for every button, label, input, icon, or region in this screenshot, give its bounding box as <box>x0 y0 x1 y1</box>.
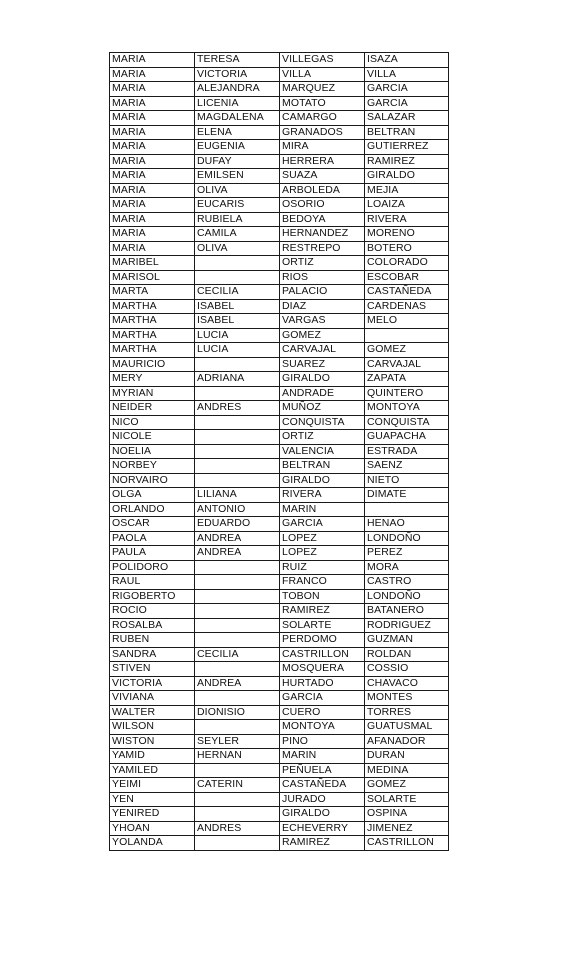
second-surname-cell: COLORADO <box>365 256 449 271</box>
second-surname-cell: OSPINA <box>365 807 449 822</box>
first-name-cell: WALTER <box>110 705 195 720</box>
first-name-cell: MARIA <box>110 154 195 169</box>
second-surname-cell: NIETO <box>365 473 449 488</box>
first-name-cell: YEN <box>110 792 195 807</box>
first-name-cell: ROCIO <box>110 604 195 619</box>
second-surname-cell: GARCIA <box>365 96 449 111</box>
second-name-cell: ANDREA <box>195 546 280 561</box>
second-name-cell: OLIVA <box>195 183 280 198</box>
first-surname-cell: LOPEZ <box>280 546 365 561</box>
first-surname-cell: SUAZA <box>280 169 365 184</box>
first-name-cell: SANDRA <box>110 647 195 662</box>
table-row <box>110 705 449 720</box>
first-surname-cell: CASTRILLON <box>280 647 365 662</box>
first-name-cell: MARIA <box>110 227 195 242</box>
second-name-cell: DUFAY <box>195 154 280 169</box>
first-surname-cell: JURADO <box>280 792 365 807</box>
second-name-cell: EDUARDO <box>195 517 280 532</box>
first-name-cell: NEIDER <box>110 401 195 416</box>
second-surname-cell: VILLA <box>365 67 449 82</box>
table-row <box>110 401 449 416</box>
first-surname-cell: GIRALDO <box>280 473 365 488</box>
second-surname-cell: CASTAÑEDA <box>365 285 449 300</box>
first-name-cell: NORVAIRO <box>110 473 195 488</box>
first-name-cell: YAMILED <box>110 763 195 778</box>
first-name-cell: MARIA <box>110 183 195 198</box>
first-name-cell: RUBEN <box>110 633 195 648</box>
table-row <box>110 299 449 314</box>
table-row <box>110 502 449 517</box>
second-name-cell: ELENA <box>195 125 280 140</box>
table-row <box>110 792 449 807</box>
second-surname-cell: LOAIZA <box>365 198 449 213</box>
first-name-cell: STIVEN <box>110 662 195 677</box>
second-name-cell: ANDREA <box>195 676 280 691</box>
second-name-cell: DIONISIO <box>195 705 280 720</box>
second-surname-cell: RIVERA <box>365 212 449 227</box>
table-row <box>110 647 449 662</box>
second-surname-cell: ESCOBAR <box>365 270 449 285</box>
table-row <box>110 270 449 285</box>
first-surname-cell: BEDOYA <box>280 212 365 227</box>
second-name-cell <box>195 792 280 807</box>
second-name-cell <box>195 618 280 633</box>
second-name-cell: SEYLER <box>195 734 280 749</box>
first-surname-cell: MUÑOZ <box>280 401 365 416</box>
first-surname-cell: VILLEGAS <box>280 53 365 68</box>
second-name-cell <box>195 386 280 401</box>
table-row <box>110 807 449 822</box>
second-name-cell <box>195 807 280 822</box>
second-surname-cell: SALAZAR <box>365 111 449 126</box>
second-name-cell: CATERIN <box>195 778 280 793</box>
table-row <box>110 444 449 459</box>
first-surname-cell: CONQUISTA <box>280 415 365 430</box>
first-surname-cell: MOSQUERA <box>280 662 365 677</box>
table-row <box>110 169 449 184</box>
first-surname-cell: CARVAJAL <box>280 343 365 358</box>
first-name-cell: MAURICIO <box>110 357 195 372</box>
second-surname-cell: MEJIA <box>365 183 449 198</box>
second-name-cell <box>195 763 280 778</box>
first-name-cell: MYRIAN <box>110 386 195 401</box>
first-surname-cell: HURTADO <box>280 676 365 691</box>
second-surname-cell: DIMATE <box>365 488 449 503</box>
table-row <box>110 386 449 401</box>
table-row <box>110 67 449 82</box>
second-name-cell: EUCARIS <box>195 198 280 213</box>
second-surname-cell: AFANADOR <box>365 734 449 749</box>
first-surname-cell: ORTIZ <box>280 430 365 445</box>
first-surname-cell: SOLARTE <box>280 618 365 633</box>
table-row <box>110 633 449 648</box>
second-surname-cell: MORENO <box>365 227 449 242</box>
second-surname-cell: CASTRO <box>365 575 449 590</box>
first-surname-cell: RUIZ <box>280 560 365 575</box>
first-surname-cell: VARGAS <box>280 314 365 329</box>
table-row <box>110 517 449 532</box>
first-surname-cell: LOPEZ <box>280 531 365 546</box>
second-surname-cell: HENAO <box>365 517 449 532</box>
table-row <box>110 676 449 691</box>
table-row <box>110 749 449 764</box>
first-name-cell: MARTHA <box>110 328 195 343</box>
second-name-cell <box>195 560 280 575</box>
second-name-cell <box>195 604 280 619</box>
second-surname-cell: ISAZA <box>365 53 449 68</box>
second-surname-cell: CASTRILLON <box>365 836 449 851</box>
first-name-cell: MARIA <box>110 169 195 184</box>
first-name-cell: NICO <box>110 415 195 430</box>
first-surname-cell: RIOS <box>280 270 365 285</box>
table-row <box>110 198 449 213</box>
first-surname-cell: BELTRAN <box>280 459 365 474</box>
second-name-cell <box>195 836 280 851</box>
second-surname-cell <box>365 328 449 343</box>
second-surname-cell: PEREZ <box>365 546 449 561</box>
table-row <box>110 212 449 227</box>
second-surname-cell: MEDINA <box>365 763 449 778</box>
first-surname-cell: PINO <box>280 734 365 749</box>
table-row <box>110 778 449 793</box>
table-row <box>110 415 449 430</box>
second-name-cell: CAMILA <box>195 227 280 242</box>
second-surname-cell: DURAN <box>365 749 449 764</box>
second-surname-cell: CHAVACO <box>365 676 449 691</box>
first-name-cell: MERY <box>110 372 195 387</box>
first-surname-cell: VALENCIA <box>280 444 365 459</box>
second-name-cell: HERNAN <box>195 749 280 764</box>
second-surname-cell: GUZMAN <box>365 633 449 648</box>
first-name-cell: YEIMI <box>110 778 195 793</box>
table-row <box>110 618 449 633</box>
second-name-cell <box>195 691 280 706</box>
first-surname-cell: PALACIO <box>280 285 365 300</box>
second-surname-cell: CARDENAS <box>365 299 449 314</box>
second-surname-cell: GUTIERREZ <box>365 140 449 155</box>
second-name-cell <box>195 256 280 271</box>
first-name-cell: PAOLA <box>110 531 195 546</box>
first-name-cell: ORLANDO <box>110 502 195 517</box>
second-name-cell: LILIANA <box>195 488 280 503</box>
first-name-cell: MARIA <box>110 111 195 126</box>
first-name-cell: MARIA <box>110 198 195 213</box>
first-surname-cell: SUAREZ <box>280 357 365 372</box>
table-row <box>110 430 449 445</box>
second-name-cell <box>195 662 280 677</box>
table-row <box>110 720 449 735</box>
first-surname-cell: GRANADOS <box>280 125 365 140</box>
table-row <box>110 821 449 836</box>
first-name-cell: NOELIA <box>110 444 195 459</box>
first-name-cell: VIVIANA <box>110 691 195 706</box>
first-surname-cell: RESTREPO <box>280 241 365 256</box>
second-name-cell: ANDRES <box>195 401 280 416</box>
second-name-cell <box>195 473 280 488</box>
first-name-cell: ROSALBA <box>110 618 195 633</box>
first-name-cell: OSCAR <box>110 517 195 532</box>
first-surname-cell: PERDOMO <box>280 633 365 648</box>
second-surname-cell: GUATUSMAL <box>365 720 449 735</box>
second-name-cell: ALEJANDRA <box>195 82 280 97</box>
first-surname-cell: ORTIZ <box>280 256 365 271</box>
first-name-cell: MARIA <box>110 125 195 140</box>
second-name-cell <box>195 270 280 285</box>
second-surname-cell: MONTES <box>365 691 449 706</box>
second-name-cell: VICTORIA <box>195 67 280 82</box>
second-surname-cell: RAMIREZ <box>365 154 449 169</box>
first-name-cell: MARTHA <box>110 314 195 329</box>
second-name-cell: EMILSEN <box>195 169 280 184</box>
second-surname-cell: SOLARTE <box>365 792 449 807</box>
first-name-cell: YHOAN <box>110 821 195 836</box>
second-surname-cell: GOMEZ <box>365 343 449 358</box>
table-row <box>110 227 449 242</box>
first-surname-cell: RAMIREZ <box>280 836 365 851</box>
second-name-cell <box>195 430 280 445</box>
first-name-cell: MARIBEL <box>110 256 195 271</box>
second-name-cell: LUCIA <box>195 343 280 358</box>
table-row <box>110 589 449 604</box>
table-row <box>110 546 449 561</box>
second-surname-cell: LONDOÑO <box>365 589 449 604</box>
first-name-cell: OLGA <box>110 488 195 503</box>
first-surname-cell: GIRALDO <box>280 372 365 387</box>
second-name-cell: ANDRES <box>195 821 280 836</box>
first-surname-cell: RIVERA <box>280 488 365 503</box>
first-name-cell: MARTA <box>110 285 195 300</box>
table-row <box>110 575 449 590</box>
first-surname-cell: MIRA <box>280 140 365 155</box>
table-row <box>110 459 449 474</box>
table-row <box>110 82 449 97</box>
second-surname-cell: CARVAJAL <box>365 357 449 372</box>
table-row <box>110 604 449 619</box>
second-name-cell: CECILIA <box>195 647 280 662</box>
table-row <box>110 343 449 358</box>
table-row <box>110 560 449 575</box>
table-row <box>110 691 449 706</box>
table-row <box>110 154 449 169</box>
first-surname-cell: OSORIO <box>280 198 365 213</box>
second-name-cell <box>195 415 280 430</box>
first-surname-cell: MOTATO <box>280 96 365 111</box>
second-name-cell <box>195 575 280 590</box>
second-name-cell: ANTONIO <box>195 502 280 517</box>
second-surname-cell: GIRALDO <box>365 169 449 184</box>
second-surname-cell: CONQUISTA <box>365 415 449 430</box>
second-surname-cell: BATANERO <box>365 604 449 619</box>
second-name-cell: TERESA <box>195 53 280 68</box>
first-name-cell: MARTHA <box>110 343 195 358</box>
second-name-cell <box>195 459 280 474</box>
second-surname-cell: BELTRAN <box>365 125 449 140</box>
second-name-cell: LUCIA <box>195 328 280 343</box>
second-surname-cell: MONTOYA <box>365 401 449 416</box>
second-surname-cell: SAENZ <box>365 459 449 474</box>
name-table-body <box>110 53 449 851</box>
table-row <box>110 140 449 155</box>
second-surname-cell: ESTRADA <box>365 444 449 459</box>
first-surname-cell: ECHEVERRY <box>280 821 365 836</box>
first-surname-cell: ARBOLEDA <box>280 183 365 198</box>
first-name-cell: MARIA <box>110 96 195 111</box>
first-name-cell: NORBEY <box>110 459 195 474</box>
second-surname-cell: GARCIA <box>365 82 449 97</box>
first-surname-cell: GIRALDO <box>280 807 365 822</box>
second-name-cell <box>195 633 280 648</box>
first-surname-cell: DIAZ <box>280 299 365 314</box>
second-name-cell <box>195 720 280 735</box>
second-name-cell <box>195 589 280 604</box>
table-row <box>110 53 449 68</box>
second-surname-cell: ZAPATA <box>365 372 449 387</box>
name-list-sheet <box>109 52 448 851</box>
second-name-cell: ANDREA <box>195 531 280 546</box>
second-name-cell: ADRIANA <box>195 372 280 387</box>
table-row <box>110 734 449 749</box>
first-name-cell: PAULA <box>110 546 195 561</box>
second-name-cell <box>195 357 280 372</box>
second-surname-cell: QUINTERO <box>365 386 449 401</box>
first-name-cell: MARIA <box>110 53 195 68</box>
table-row <box>110 763 449 778</box>
second-surname-cell <box>365 502 449 517</box>
second-surname-cell: BOTERO <box>365 241 449 256</box>
first-name-cell: MARIA <box>110 212 195 227</box>
first-surname-cell: PEÑUELA <box>280 763 365 778</box>
second-surname-cell: LONDOÑO <box>365 531 449 546</box>
table-row <box>110 357 449 372</box>
table-row <box>110 125 449 140</box>
first-surname-cell: CUERO <box>280 705 365 720</box>
first-name-cell: MARISOL <box>110 270 195 285</box>
first-surname-cell: HERRERA <box>280 154 365 169</box>
first-name-cell: WILSON <box>110 720 195 735</box>
table-row <box>110 111 449 126</box>
table-row <box>110 96 449 111</box>
second-name-cell: CECILIA <box>195 285 280 300</box>
table-row <box>110 241 449 256</box>
table-row <box>110 836 449 851</box>
second-name-cell: RUBIELA <box>195 212 280 227</box>
second-surname-cell: MELO <box>365 314 449 329</box>
first-surname-cell: RAMIREZ <box>280 604 365 619</box>
first-name-cell: RIGOBERTO <box>110 589 195 604</box>
first-name-cell: MARIA <box>110 241 195 256</box>
second-name-cell <box>195 444 280 459</box>
first-surname-cell: MARIN <box>280 749 365 764</box>
first-name-cell: MARTHA <box>110 299 195 314</box>
first-name-cell: YAMID <box>110 749 195 764</box>
first-surname-cell: VILLA <box>280 67 365 82</box>
second-surname-cell: COSSIO <box>365 662 449 677</box>
table-row <box>110 314 449 329</box>
second-surname-cell: TORRES <box>365 705 449 720</box>
second-surname-cell: GOMEZ <box>365 778 449 793</box>
name-table <box>109 52 449 851</box>
first-name-cell: MARIA <box>110 140 195 155</box>
first-surname-cell: HERNANDEZ <box>280 227 365 242</box>
second-name-cell: OLIVA <box>195 241 280 256</box>
second-surname-cell: GUAPACHA <box>365 430 449 445</box>
first-surname-cell: FRANCO <box>280 575 365 590</box>
first-surname-cell: GARCIA <box>280 691 365 706</box>
first-name-cell: YENIRED <box>110 807 195 822</box>
first-surname-cell: ANDRADE <box>280 386 365 401</box>
table-row <box>110 662 449 677</box>
first-surname-cell: GOMEZ <box>280 328 365 343</box>
first-surname-cell: CAMARGO <box>280 111 365 126</box>
second-name-cell: LICENIA <box>195 96 280 111</box>
table-row <box>110 285 449 300</box>
second-name-cell: MAGDALENA <box>195 111 280 126</box>
first-name-cell: NICOLE <box>110 430 195 445</box>
first-name-cell: WISTON <box>110 734 195 749</box>
second-surname-cell: JIMENEZ <box>365 821 449 836</box>
table-row <box>110 473 449 488</box>
first-surname-cell: MARQUEZ <box>280 82 365 97</box>
first-name-cell: MARIA <box>110 82 195 97</box>
table-row <box>110 256 449 271</box>
first-name-cell: RAUL <box>110 575 195 590</box>
second-name-cell: ISABEL <box>195 314 280 329</box>
second-surname-cell: MORA <box>365 560 449 575</box>
first-surname-cell: CASTAÑEDA <box>280 778 365 793</box>
second-surname-cell: RODRIGUEZ <box>365 618 449 633</box>
first-name-cell: POLIDORO <box>110 560 195 575</box>
table-row <box>110 372 449 387</box>
second-surname-cell: ROLDAN <box>365 647 449 662</box>
first-name-cell: YOLANDA <box>110 836 195 851</box>
first-name-cell: MARIA <box>110 67 195 82</box>
first-name-cell: VICTORIA <box>110 676 195 691</box>
table-row <box>110 183 449 198</box>
table-row <box>110 328 449 343</box>
first-surname-cell: GARCIA <box>280 517 365 532</box>
first-surname-cell: MONTOYA <box>280 720 365 735</box>
first-surname-cell: MARIN <box>280 502 365 517</box>
table-row <box>110 488 449 503</box>
first-surname-cell: TOBON <box>280 589 365 604</box>
second-name-cell: ISABEL <box>195 299 280 314</box>
table-row <box>110 531 449 546</box>
second-name-cell: EUGENIA <box>195 140 280 155</box>
